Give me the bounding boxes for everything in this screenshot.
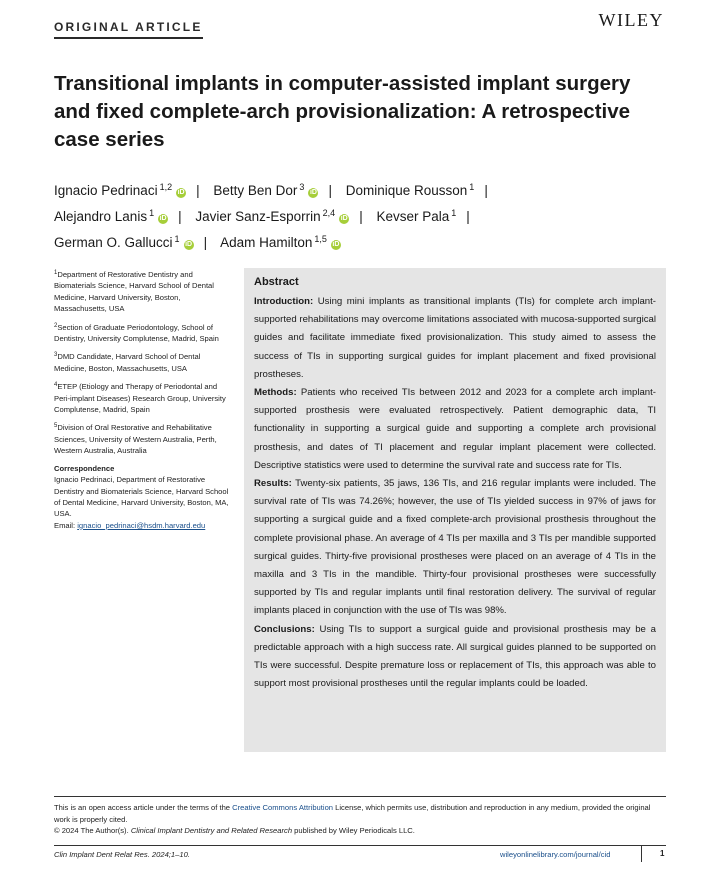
- license-note: This is an open access article under the terms of the Creative Commons Attribution License, which permits use, distribution and reproduction in any medium, provided the original work is properly cited. © 2024 The Author(s). Clinical Implant Dentistry and Related Research published by Wiley Periodicals LLC.: [54, 803, 651, 836]
- affiliation: $^2$Section of Graduate Periodontology, School of Dentistry, University Complutense, Madrid, Spain: [54, 322, 219, 344]
- author[interactable]: German O. Gallucci $^1$iD: [54, 234, 193, 250]
- orcid-icon[interactable]: iD: [185, 241, 193, 248]
- page-number: 1: [660, 849, 665, 858]
- author-list: [54, 176, 674, 254]
- author[interactable]: Javier Sanz-Esporrin $^{2,4}$iD: [195, 208, 348, 224]
- affiliation: $^3$DMD Candidate, Harvard School of Dental Medicine, Boston, Massachusetts, USA: [54, 352, 201, 373]
- abstract-results: Results: Twenty-six patients, 35 jaws, 136 TIs, and 216 regular implants were included. The survival rate of TIs was 74.26%; however, the use of TIs yielded success in 97% of jaws for supporting a surgical guide and a fixed complete-arch provisional prosthesis throughout the complete provisional phase. An average of 4 TIs per maxilla and 3 TIs per mandible supported surgical guides. Thirty-five provisional prostheses were placed on an average of 4 TIs in the maxilla and 3 TIs in the mandible. Thirty-four provisional prostheses were successfully supported by TIs and regular implants until final restoration delivery. The survival of regular implants placed in conjunction with the use of TIs was 98%.: [254, 478, 656, 617]
- correspondence-heading: Correspondence: [54, 463, 115, 473]
- affiliations-sidebar: [54, 268, 232, 537]
- correspondence-text: Ignacio Pedrinaci, Department of Restorative Dentistry and Biomaterials Science, Harvard School of Dental Medicine, Harvard University, Boston, MA, USA. Email: ignacio_pedrinaci@hsdm.harvard.edu: [54, 475, 229, 530]
- footer-divider: [54, 796, 666, 797]
- section-label: ORIGINAL ARTICLE: [54, 20, 203, 39]
- affiliation: $^4$ETEP (Etiology and Therapy of Periodontal and Peri-implant Diseases) Research Group, University Complutense, Madrid, Spain: [54, 382, 226, 415]
- author[interactable]: Adam Hamilton $^{1,5}$iD: [220, 234, 340, 250]
- author-separator: |: [203, 235, 208, 250]
- page-number-divider: [641, 846, 642, 862]
- email-link[interactable]: ignacio_pedrinaci@hsdm.harvard.edu: [77, 520, 206, 530]
- affiliation: $^5$Division of Oral Restorative and Rehabilitative Sciences, University of Western Australia, Perth, Western Australia, Australia: [54, 423, 217, 456]
- footer-divider: [54, 845, 666, 846]
- license-link[interactable]: Creative Commons Attribution: [232, 803, 334, 812]
- orcid-icon[interactable]: iD: [309, 189, 317, 196]
- author-separator: |: [359, 209, 363, 224]
- author[interactable]: Betty Ben Dor $^3$iD: [213, 182, 317, 198]
- author-separator: |: [484, 183, 488, 198]
- abstract-heading: Abstract: [254, 276, 299, 288]
- affiliation: $^1$Department of Restorative Dentistry and Biomaterials Science, Harvard School of Dental Medicine, Harvard University, Boston, Massachusetts, USA: [54, 270, 214, 314]
- author-separator: |: [466, 209, 470, 224]
- author-separator: |: [178, 209, 182, 224]
- publisher-logo: WILEY: [598, 10, 664, 30]
- orcid-icon[interactable]: iD: [332, 241, 340, 248]
- author-separator: |: [196, 183, 200, 198]
- orcid-icon[interactable]: iD: [159, 215, 167, 222]
- abstract-conclusions: Conclusions: Using TIs to support a surgical guide and provisional prosthesis may be a predictable approach with a high success rate. All surgical guides planned to be supported on TIs were successful. Despite premature loss or replacement of TIs, this approach was able to support most provisional prostheses until the regular implants could be loaded.: [254, 623, 656, 690]
- author[interactable]: Alejandro Lanis $^1$iD: [54, 208, 167, 224]
- author[interactable]: Ignacio Pedrinaci $^{1,2}$iD: [54, 182, 185, 198]
- abstract-introduction: Introduction: Using mini implants as transitional implants (TIs) for complete arch implant-supported rehabilitations may overcome limitations associated with mucosa-supported surgical guides and facilitate immediate fixed provisionalization. This study aimed to assess the success of TIs in supporting surgical guides for implant placement and fixed provisional prostheses.: [254, 296, 656, 380]
- journal-name: Clinical Implant Dentistry and Related Research: [130, 826, 293, 836]
- citation: Clin Implant Dent Relat Res. 2024;1–10.: [54, 850, 190, 859]
- author[interactable]: Dominique Rousson $^1$: [345, 182, 475, 198]
- journal-website-link[interactable]: wileyonlinelibrary.com/journal/cid: [500, 850, 611, 859]
- author-separator: |: [328, 183, 332, 198]
- abstract-methods: Methods: Patients who received TIs between 2012 and 2023 for a complete arch implant-supported prosthesis were evaluated retrospectively. Patient demographic data, TI functionality in supporting a surgical guide and supporting a complete arch provisional prosthesis, and dates of TI placement and regular implant placement were collected. Descriptive statistics were used to determine the survival rate and success rate for TIs.: [254, 387, 657, 471]
- orcid-icon[interactable]: iD: [340, 215, 348, 222]
- abstract-box: [244, 268, 666, 752]
- article-title: Transitional implants in computer-assisted implant surgery and fixed complete-arch provisionalization: A retrospective case series: [54, 72, 631, 151]
- orcid-icon[interactable]: iD: [177, 189, 185, 196]
- author[interactable]: Kevser Pala $^1$: [376, 208, 457, 224]
